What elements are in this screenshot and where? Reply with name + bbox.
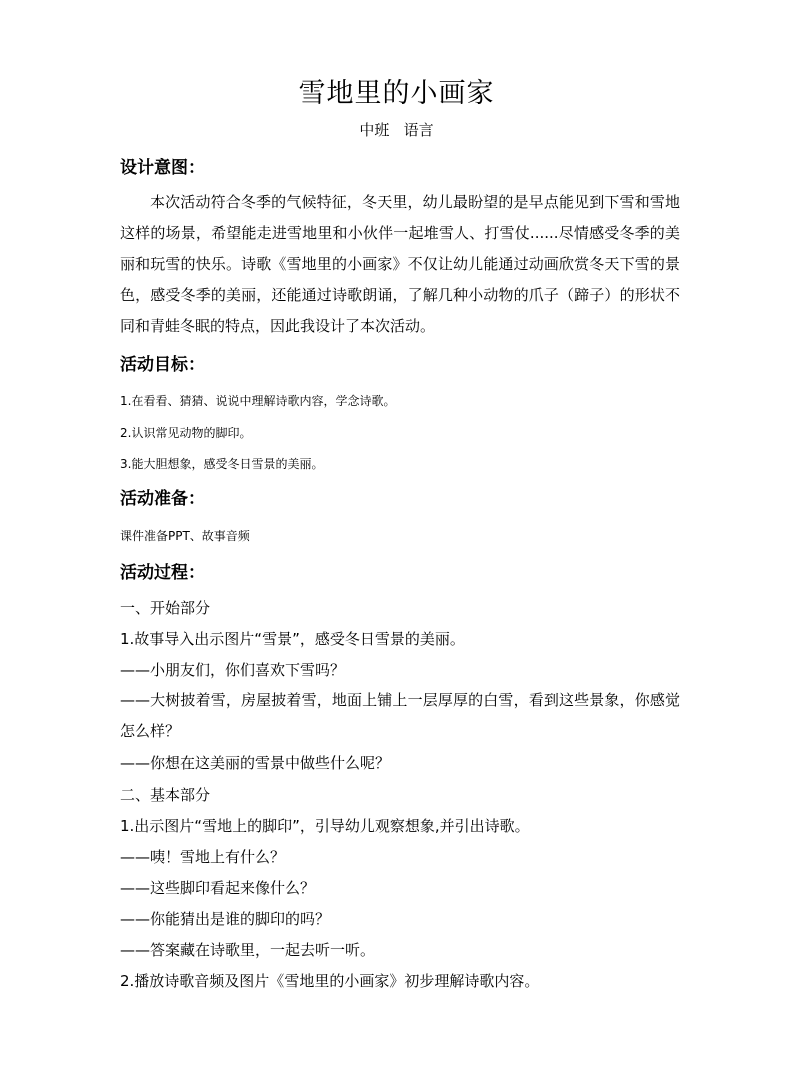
page-subtitle: 中班 语言 bbox=[359, 121, 434, 139]
intent-paragraph: 本次活动符合冬季的气候特征，冬天里，幼儿最盼望的是早点能见到下雪和雪地这样的场景，希望能走进雪地里和小伙伴一起堆雪人、打雪仗......尽情感受冬季的美丽和玩雪的快乐。诗歌《雪地里的小画家》不仅让幼儿能通过动画欣赏冬天下雪的景色，感受冬季的美丽，还能通过诗歌朗诵，了解几种小动物的爪子（蹄子）的形状不同和青蛙冬眠的特点，因此我设计了本次活动。 bbox=[120, 193, 680, 335]
process-line: 2.播放诗歌音频及图片《雪地里的小画家》初步理解诗歌内容。 bbox=[120, 972, 540, 990]
goal-item: 1.在看看、猜猜、说说中理解诗歌内容，学念诗歌。 bbox=[120, 394, 396, 408]
goal-item: 3.能大胆想象，感受冬日雪景的美丽。 bbox=[120, 457, 324, 471]
goal-item: 2.认识常见动物的脚印。 bbox=[120, 426, 252, 440]
process-line: ——大树披着雪，房屋披着雪，地面上铺上一层厚厚的白雪，看到这些景象，你感觉怎么样？ bbox=[120, 691, 680, 740]
prep-text: 课件准备PPT、故事音频 bbox=[120, 529, 250, 543]
process-line: 二、基本部分 bbox=[120, 786, 211, 804]
process-line: ——你能猜出是谁的脚印的吗？ bbox=[120, 910, 331, 928]
section-heading-intent: 设计意图： bbox=[120, 158, 205, 178]
process-line: ——这些脚印看起来像什么？ bbox=[120, 879, 316, 897]
page-title: 雪地里的小画家 bbox=[298, 78, 495, 109]
process-line: 一、开始部分 bbox=[120, 599, 211, 617]
section-heading-goals: 活动目标： bbox=[120, 355, 205, 375]
process-line: ——小朋友们，你们喜欢下雪吗？ bbox=[120, 661, 346, 679]
section-heading-process: 活动过程： bbox=[120, 563, 205, 583]
process-line: 1.故事导入出示图片“雪景”，感受冬日雪景的美丽。 bbox=[120, 630, 465, 648]
process-line: ——咦！雪地上有什么？ bbox=[120, 848, 286, 866]
section-heading-prep: 活动准备： bbox=[120, 489, 205, 509]
process-line: ——你想在这美丽的雪景中做些什么呢？ bbox=[120, 754, 391, 772]
process-line: ——答案藏在诗歌里，一起去听一听。 bbox=[120, 941, 376, 959]
process-line: 1.出示图片“雪地上的脚印”，引导幼儿观察想象,并引出诗歌。 bbox=[120, 817, 530, 835]
